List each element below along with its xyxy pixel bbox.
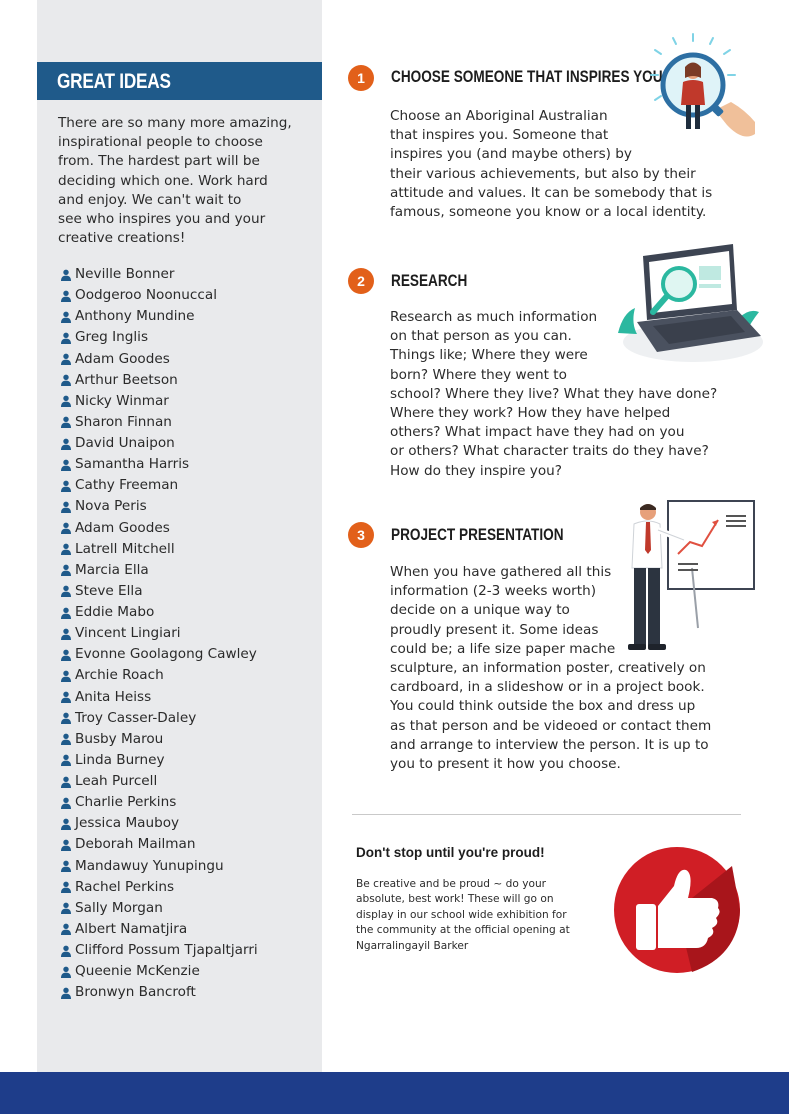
person-list-item	[60, 285, 258, 306]
step-3-line: When you have gathered all this	[390, 564, 612, 580]
person-icon	[60, 839, 72, 851]
person-list-item	[60, 665, 258, 686]
person-name: Cathy Freeman	[75, 477, 179, 494]
step-3-line: cardboard, in a slideshow or in a project book.	[390, 679, 705, 696]
step-1-line: famous, someone you know or a local identity.	[390, 204, 707, 221]
person-list-item	[60, 306, 258, 327]
person-list-item	[60, 602, 258, 623]
step-2-line: or others? What character traits do they have?	[390, 443, 709, 460]
step-1-line: that inspires you. Someone that	[390, 127, 609, 144]
person-icon	[60, 776, 72, 788]
person-name: Latrell Mitchell	[75, 540, 175, 557]
person-list-item	[60, 623, 258, 644]
person-list-item	[60, 475, 258, 496]
person-name: Adam Goodes	[75, 350, 170, 367]
person-icon	[60, 754, 72, 766]
closing-line: the community at the official opening at	[356, 924, 570, 937]
person-icon	[60, 670, 72, 682]
person-icon	[60, 374, 72, 386]
person-icon	[60, 438, 72, 450]
laptop-search-illustration	[613, 238, 763, 366]
closing-text	[356, 877, 606, 954]
intro-line: There are so many more amazing,	[58, 115, 292, 131]
person-list-item	[60, 264, 258, 285]
step-1-line: Choose an Aboriginal Australian	[390, 108, 608, 124]
person-list-item	[60, 349, 258, 370]
step-1-title: CHOOSE SOMEONE THAT INSPIRES YOU	[391, 67, 663, 86]
intro-line: from. The hardest part will be	[58, 153, 260, 170]
thumbs-up-illustration	[612, 846, 742, 974]
person-list-item	[60, 370, 258, 391]
person-icon	[60, 585, 72, 597]
person-list-item	[60, 750, 258, 771]
person-name: Steve Ella	[75, 582, 143, 599]
person-name: Greg Inglis	[75, 329, 149, 346]
person-list-item	[60, 518, 258, 539]
person-name: Busby Marou	[75, 730, 164, 747]
step-3-line: and arrange to interview the person. It is up to	[390, 736, 709, 753]
person-list-item	[60, 454, 258, 475]
person-name: Marcia Ella	[75, 561, 149, 578]
person-list-item	[60, 560, 258, 581]
person-icon	[60, 269, 72, 281]
step-2-line: school? Where they live? What they have done?	[390, 385, 718, 402]
person-name: Bronwyn Bancroft	[75, 984, 196, 1001]
person-icon	[60, 459, 72, 471]
person-name: Samantha Harris	[75, 456, 190, 473]
person-name: Linda Burney	[75, 751, 165, 768]
person-icon	[60, 966, 72, 978]
person-icon	[60, 522, 72, 534]
step-2-line: on that person as you can.	[390, 328, 572, 345]
step-3-title: PROJECT PRESENTATION	[391, 525, 564, 544]
person-list-item	[60, 919, 258, 940]
person-name: Evonne Goolagong Cawley	[75, 646, 257, 663]
closing-line: Ngarralingayil Barker	[356, 939, 469, 952]
person-name: Clifford Possum Tjapaltjarri	[75, 942, 258, 959]
step-3-line: you to present it how you choose.	[390, 756, 621, 773]
person-icon	[60, 818, 72, 830]
person-list-item	[60, 877, 258, 898]
person-name: Albert Namatjira	[75, 920, 188, 937]
person-name: Mandawuy Yunupingu	[75, 857, 224, 874]
person-icon	[60, 881, 72, 893]
person-icon	[60, 480, 72, 492]
person-list-item	[60, 391, 258, 412]
person-icon	[60, 649, 72, 661]
sidebar-title: GREAT IDEAS	[57, 70, 171, 93]
step-3-line: could be; a life size paper mache	[390, 640, 616, 657]
person-name: Leah Purcell	[75, 773, 158, 790]
person-list-item	[60, 856, 258, 877]
step-3-badge: 3	[348, 522, 374, 548]
closing-line: display in our school wide exhibition for	[356, 908, 567, 921]
person-icon	[60, 860, 72, 872]
person-name: Troy Casser-Daley	[75, 709, 197, 726]
person-list-item	[60, 412, 258, 433]
person-name: Jessica Mauboy	[75, 815, 180, 832]
person-name: Adam Goodes	[75, 519, 170, 536]
person-list-item	[60, 771, 258, 792]
person-icon	[60, 691, 72, 703]
person-name: Eddie Mabo	[75, 604, 155, 621]
person-icon	[60, 395, 72, 407]
person-list-item	[60, 898, 258, 919]
intro-line: creative creations!	[58, 230, 186, 247]
step-1-line: their various achievements, but also by their	[390, 165, 696, 182]
intro-line: inspirational people to choose	[58, 134, 263, 151]
step-2-line: Things like; Where they were	[390, 347, 588, 364]
closing-title: Don't stop until you're proud!	[356, 845, 545, 860]
person-name: Nova Peris	[75, 498, 147, 515]
people-list	[60, 264, 258, 1003]
person-icon	[60, 797, 72, 809]
step-2-title: RESEARCH	[391, 271, 468, 290]
person-list-item	[60, 834, 258, 855]
step-2-line: Research as much information	[390, 309, 598, 325]
presenter-whiteboard-illustration	[618, 498, 758, 656]
person-list-item	[60, 792, 258, 813]
step-2-line: others? What impact have they had on you	[390, 424, 685, 441]
person-icon	[60, 712, 72, 724]
person-icon	[60, 332, 72, 344]
person-icon	[60, 543, 72, 555]
sidebar-intro	[58, 114, 298, 248]
person-icon	[60, 945, 72, 957]
person-name: Sally Morgan	[75, 899, 163, 916]
person-icon	[60, 628, 72, 640]
intro-line: and enjoy. We can't wait to	[58, 191, 242, 208]
person-name: Anita Heiss	[75, 688, 152, 705]
footer-bar	[0, 1072, 789, 1114]
person-icon	[60, 353, 72, 365]
step-3-line: information (2-3 weeks worth)	[390, 583, 596, 600]
person-list-item	[60, 940, 258, 961]
intro-line: deciding which one. Work hard	[58, 172, 268, 189]
person-name: Rachel Perkins	[75, 878, 175, 895]
person-name: David Unaipon	[75, 435, 175, 452]
person-list-item	[60, 327, 258, 348]
step-3-line: proudly present it. Some ideas	[390, 621, 599, 638]
intro-line: see who inspires you and your	[58, 211, 266, 228]
person-list-item	[60, 729, 258, 750]
person-list-item	[60, 496, 258, 517]
person-list-item	[60, 961, 258, 982]
person-icon	[60, 416, 72, 428]
step-3-line: decide on a unique way to	[390, 602, 570, 619]
step-1-line: attitude and values. It can be somebody that is	[390, 184, 713, 201]
person-list-item	[60, 581, 258, 602]
person-icon	[60, 923, 72, 935]
person-icon	[60, 290, 72, 302]
person-list-item	[60, 708, 258, 729]
closing-line: Be creative and be proud ~ do your	[356, 878, 547, 890]
person-list-item	[60, 644, 258, 665]
step-2-line: Where they work? How they have helped	[390, 405, 671, 422]
person-icon	[60, 733, 72, 745]
person-list-item	[60, 433, 258, 454]
person-name: Nicky Winmar	[75, 392, 169, 409]
closing-line: absolute, best work! These will go on	[356, 893, 554, 906]
step-2-line: How do they inspire you?	[390, 462, 562, 479]
person-name: Charlie Perkins	[75, 794, 177, 811]
step-1-badge: 1	[348, 65, 374, 91]
section-divider	[352, 814, 741, 815]
person-name: Arthur Beetson	[75, 371, 178, 388]
person-name: Oodgeroo Noonuccal	[75, 287, 217, 304]
person-name: Archie Roach	[75, 667, 164, 684]
person-name: Vincent Lingiari	[75, 625, 181, 642]
magnifier-person-illustration	[645, 30, 757, 148]
person-list-item	[60, 539, 258, 560]
person-list-item	[60, 982, 258, 1003]
person-list-item	[60, 687, 258, 708]
person-icon	[60, 902, 72, 914]
step-2-line: born? Where they went to	[390, 366, 567, 383]
person-name: Queenie McKenzie	[75, 963, 200, 980]
person-icon	[60, 987, 72, 999]
person-icon	[60, 501, 72, 513]
step-1-line: inspires you (and maybe others) by	[390, 146, 632, 163]
sidebar-banner	[37, 62, 322, 100]
step-2-badge: 2	[348, 268, 374, 294]
step-3-line: sculpture, an information poster, creatively on	[390, 660, 706, 677]
person-name: Sharon Finnan	[75, 413, 172, 430]
person-name: Anthony Mundine	[75, 308, 195, 325]
person-name: Deborah Mailman	[75, 836, 196, 853]
person-icon	[60, 607, 72, 619]
person-name: Neville Bonner	[75, 266, 175, 283]
person-list-item	[60, 813, 258, 834]
person-icon	[60, 311, 72, 323]
person-icon	[60, 564, 72, 576]
step-3-line: You could think outside the box and dress up	[390, 698, 696, 715]
step-3-line: as that person and be videoed or contact them	[390, 717, 712, 734]
